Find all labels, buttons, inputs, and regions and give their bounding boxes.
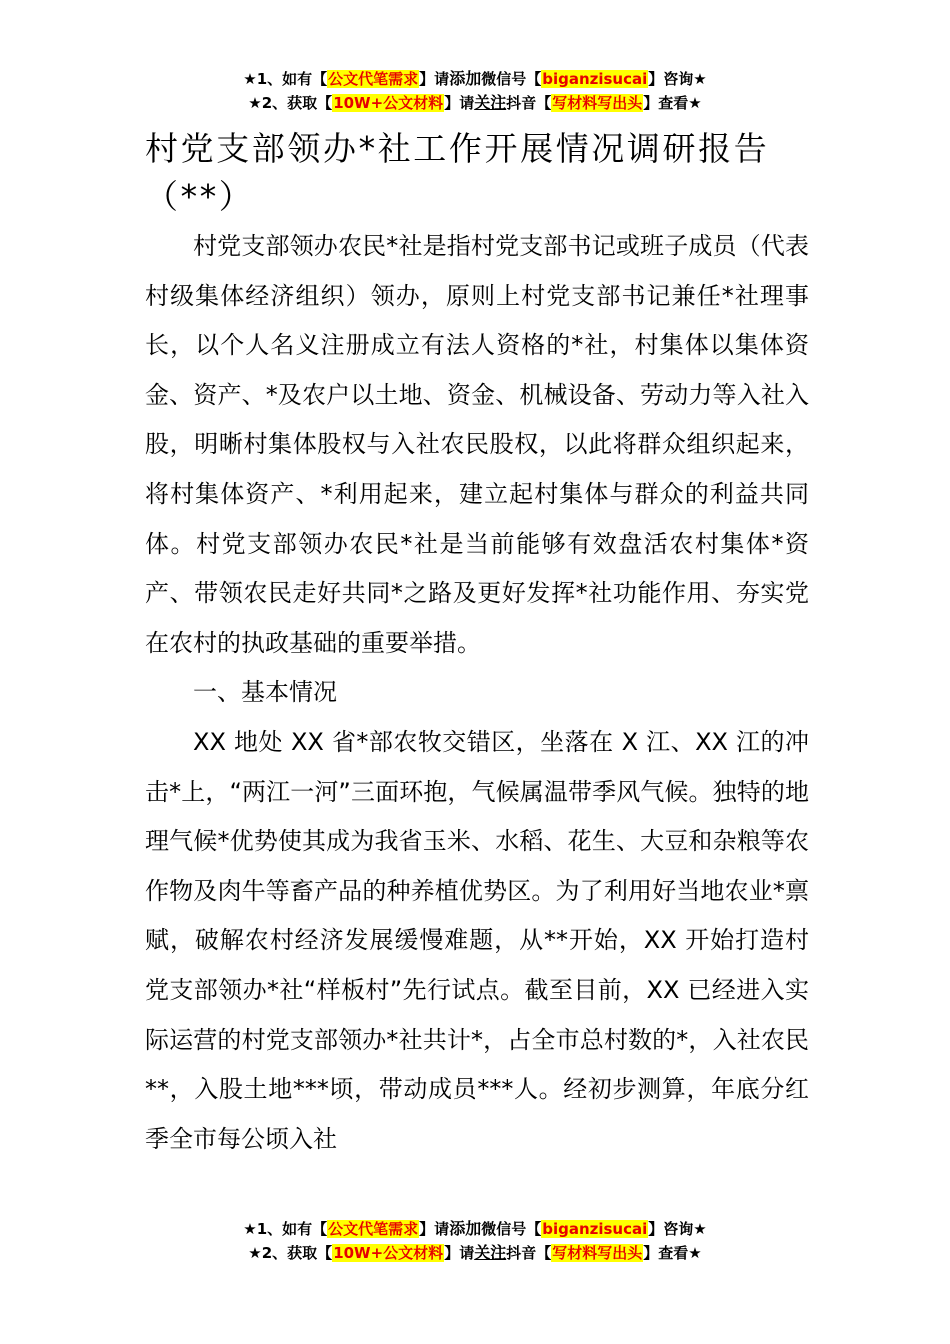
banner-text: 微信号【 bbox=[481, 70, 542, 88]
banner-text: ★2、获取【 bbox=[248, 1244, 333, 1262]
banner-highlight: 10W+公文材料 bbox=[333, 94, 444, 112]
banner-text: 抖音【 bbox=[506, 1244, 552, 1262]
body-paragraph: XX 地处 XX 省*部农牧交错区，坐落在 X 江、XX 江的冲击*上，“两江一河”三面环抱，气候属温带季风气候。独特的地理气候*优势使其成为我省玉米、水稻、花生、大豆和杂粮等农作物及肉牛等畜产品的种养植优势区。为了利用好当地农业*禀赋，破解农村经济发展缓慢难题，从**开始，XX 开始打造村党支部领办*社“样板村”先行试点。截至目前，XX 已经进入实际运营的村党支部领办*社共计*，占全市总村数的*，入社农民**，入股土地***顷，带动成员***人。经初步测算，年底分红季全市每公顷入社 bbox=[145, 727, 809, 1153]
banner-emphasis: 添加 bbox=[449, 1219, 482, 1238]
section-heading: 一、基本情况 bbox=[193, 678, 337, 707]
body-paragraph: 村党支部领办农民*社是指村党支部书记或班子成员（代表村级集体经济组织）领办，原则上村党支部书记兼任*社理事长，以个人名义注册成立有法人资格的*社，村集体以集体资金、资产、*及农户以土地、资金、机械设备、劳动力等入社入股，明晰村集体股权与入社农民股权，以此将群众组织起来，将村集体资产、*利用起来，建立起村集体与群众的利益共同体。村党支部领办农民*社是当前能够有效盘活农村集体*资产、带领农民走好共同*之路及更好发挥*社功能作用、夯实党在农村的执政基础的重要举措。 bbox=[145, 232, 809, 657]
banner-highlight: 写材料写出头 bbox=[552, 1244, 643, 1262]
banner-line-1 bbox=[0, 1218, 950, 1242]
banner-highlight: 10W+公文材料 bbox=[333, 1244, 444, 1262]
banner-highlight: 公文代笔需求 bbox=[328, 70, 419, 88]
banner-emphasis: 关注 bbox=[474, 93, 507, 112]
banner-text: 抖音【 bbox=[506, 94, 552, 112]
banner-text: 】请 bbox=[419, 70, 450, 88]
banner-text: 微信号【 bbox=[481, 1220, 542, 1238]
banner-highlight: 写材料写出头 bbox=[552, 94, 643, 112]
banner-text: ★2、获取【 bbox=[248, 94, 333, 112]
banner-line-1 bbox=[0, 68, 950, 92]
banner-text: ★1、如有【 bbox=[243, 70, 328, 88]
document-title: 村党支部领办*社工作开展情况调研报告（**） bbox=[145, 129, 770, 216]
document-body bbox=[145, 222, 809, 1164]
banner-emphasis: 添加 bbox=[449, 69, 482, 88]
banner-text: 】查看★ bbox=[643, 94, 702, 112]
banner-line-2 bbox=[0, 1242, 950, 1266]
banner-text: ★1、如有【 bbox=[243, 1220, 328, 1238]
banner-highlight: biganzisucai bbox=[542, 70, 648, 88]
banner-highlight: biganzisucai bbox=[542, 1220, 648, 1238]
banner-text: 】咨询★ bbox=[648, 1220, 707, 1238]
banner-text: 】请 bbox=[444, 94, 475, 112]
banner-emphasis: 关注 bbox=[474, 1243, 507, 1262]
banner-text: 】咨询★ bbox=[648, 70, 707, 88]
header-banner bbox=[0, 68, 950, 116]
banner-text: 】请 bbox=[444, 1244, 475, 1262]
banner-text: 】请 bbox=[419, 1220, 450, 1238]
banner-highlight: 公文代笔需求 bbox=[328, 1220, 419, 1238]
banner-line-2 bbox=[0, 92, 950, 116]
banner-text: 】查看★ bbox=[643, 1244, 702, 1262]
footer-banner bbox=[0, 1218, 950, 1266]
